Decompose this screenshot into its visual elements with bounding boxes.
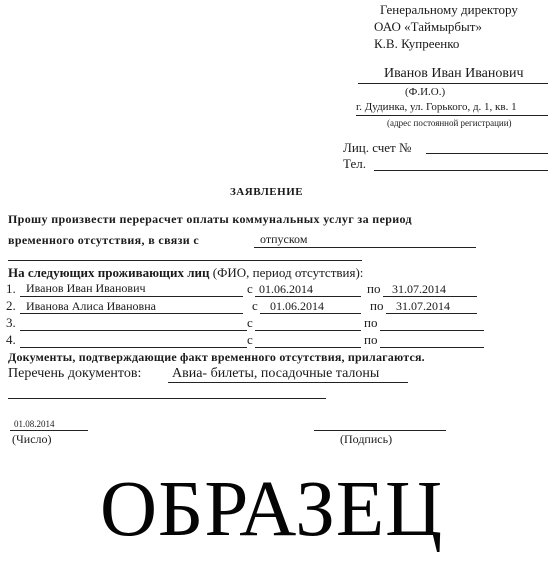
person-row-2-to: 31.07.2014: [396, 299, 450, 313]
documents-list-value: Авиа- билеты, посадочные талоны: [172, 366, 380, 381]
reason-line: [254, 247, 476, 248]
addressee-line3: К.В. Купреенко: [374, 36, 460, 51]
documents-extra-line: [8, 398, 326, 399]
applicant-name: Иванов Иван Иванович: [384, 66, 524, 81]
phone-field-line: [374, 170, 548, 171]
person-row-1-to: 31.07.2014: [392, 282, 446, 296]
person-row-4-to-label: по: [364, 332, 378, 347]
person-row-2-name: Иванова Алиса Ивановна: [26, 299, 156, 313]
documents-statement: Документы, подтверждающие факт временного отсутствия, прилагаются.: [8, 350, 425, 364]
reason-value: отпуском: [260, 232, 308, 246]
person-row-3-from-label: с: [247, 315, 253, 330]
person-row-3-to-label: по: [364, 315, 378, 330]
addressee-line2: ОАО «Таймырбыт»: [374, 19, 482, 34]
applicant-address-line: [356, 115, 548, 116]
persons-header-normal: (ФИО, период отсутствия):: [212, 265, 364, 280]
signature-caption: (Подпись): [340, 432, 393, 446]
person-row-4-num: 4.: [6, 332, 16, 347]
person-row-1-to-label: по: [367, 281, 381, 296]
date-line: [10, 430, 88, 431]
applicant-name-caption: (Ф.И.О.): [405, 86, 446, 98]
document-title: ЗАЯВЛЕНИЕ: [230, 186, 304, 198]
person-row-2-to-label: по: [370, 298, 384, 313]
person-row-3-num: 3.: [6, 315, 16, 330]
person-row-3-to-line: [380, 330, 484, 331]
account-label: Лиц. счет №: [343, 140, 412, 155]
person-row-1-name-line: [20, 296, 243, 297]
person-row-2-num: 2.: [6, 298, 16, 313]
person-row-4-from-line: [255, 347, 361, 348]
sample-watermark: ОБРАЗЕЦ: [100, 466, 444, 553]
request-text-line2: временного отсутствия, в связи с: [8, 233, 200, 247]
date-caption: (Число): [12, 432, 52, 446]
person-row-4-name-line: [20, 347, 247, 348]
applicant-name-line: [358, 83, 548, 84]
person-row-3-from-line: [255, 330, 361, 331]
person-row-1-from-label: с: [247, 281, 253, 296]
account-field-line: [426, 153, 548, 154]
phone-label: Тел.: [343, 156, 366, 171]
person-row-2-from-label: с: [252, 298, 258, 313]
person-row-2-from: 01.06.2014: [270, 299, 324, 313]
request-separator-line: [8, 260, 362, 261]
person-row-1-name: Иванов Иван Иванович: [26, 281, 146, 295]
person-row-3-name-line: [20, 330, 247, 331]
person-row-4-from-label: с: [247, 332, 253, 347]
addressee-line1: Генеральному директору: [380, 2, 518, 17]
signature-line: [314, 430, 446, 431]
applicant-address-caption: (адрес постоянной регистрации): [387, 118, 512, 128]
person-row-1-num: 1.: [6, 281, 16, 296]
applicant-address: г. Дудинка, ул. Горького, д. 1, кв. 1: [356, 101, 517, 113]
documents-list-line: [168, 382, 408, 383]
person-row-4-to-line: [380, 347, 484, 348]
person-row-1-from: 01.06.2014: [259, 282, 313, 296]
date-value: 01.08.2014: [14, 419, 55, 429]
persons-header-bold: На следующих проживающих лиц: [8, 265, 210, 280]
request-text-line1: Прошу произвести перерасчет оплаты коммунальных услуг за период: [8, 212, 412, 226]
persons-header: [8, 265, 363, 281]
documents-list-label: Перечень документов:: [8, 366, 142, 381]
